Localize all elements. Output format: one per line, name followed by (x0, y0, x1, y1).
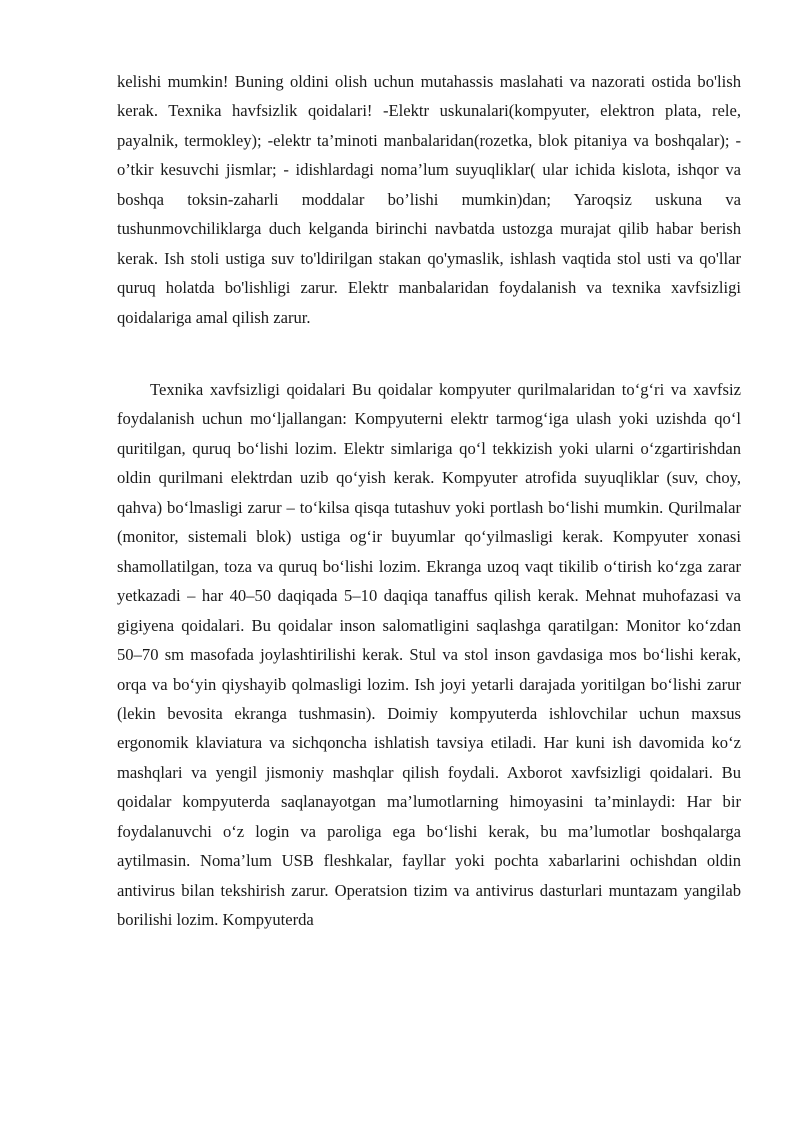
paragraph-technical-safety-rules: Texnika xavfsizligi qoidalari Bu qoidalar kompyuter qurilmalaridan to‘g‘ri va xavfsiz foydalanish uchun mo‘ljallangan: Kompyuterni elektr tarmog‘iga ulash yoki uzishda qo‘l quritilgan, quruq bo‘lishi lozim. Elektr simlariga qo‘l tekkizish yoki ularni o‘zgartirishdan oldin qurilmani elektrdan uzib qo‘yish kerak. Kompyuter atrofida suyuqliklar (suv, choy, qahva) bo‘lmasligi zarur – to‘kilsa qisqa tutashuv yoki portlash bo‘lishi mumkin. Qurilmalar (monitor, sistemali blok) ustiga og‘ir buyumlar qo‘yilmasligi kerak. Kompyuter xonasi shamollatilgan, toza va quruq bo‘lishi lozim. Ekranga uzoq vaqt tikilib o‘tirish ko‘zga zarar yetkazadi – har 40–50 daqiqada 5–10 daqiqa tanaffus qilish kerak. Mehnat muhofazasi va gigiyena qoidalari. Bu qoidalar inson salomatligini saqlashga qaratilgan: Monitor ko‘zdan 50–70 sm masofada joylashtirilishi kerak. Stul va stol inson gavdasiga mos bo‘lishi kerak, orqa va bo‘yin qiyshayib qolmasligi lozim. Ish joyi yetarli darajada yoritilgan bo‘lishi zarur (lekin bevosita ekranga tushmasin). Doimiy kompyuterda ishlovchilar uchun maxsus ergonomik klaviatura va sichqoncha ishlatish tavsiya etiladi. Har kuni ish davomida ko‘z mashqlari va yengil jismoniy mashqlar qilish foydali. Axborot xavfsizligi qoidalari. Bu qoidalar kompyuterda saqlanayotgan ma’lumotlarning himoyasini ta’minlaydi: Har bir foydalanuvchi o‘z login va paroliga ega bo‘lishi kerak, bu ma’lumotlar boshqalarga aytilmasin. Noma’lum USB fleshkalar, fayllar yoki pochta xabarlarini ochishdan oldin antivirus bilan tekshirish zarur. Operatsion tizim va antivirus dasturlari muntazam yangilab borilishi lozim. Kompyuterda (117, 380, 741, 930)
paragraph-safety-continuation: kelishi mumkin! Buning oldini olish uchun mutahassis maslahati va nazorati ostida bo'lish kerak. Texnika havfsizlik qoidalari! -Elektr uskunalari(kompyuter, elektron plata, rele, payalnik, termokley); -elektr ta’minoti manbalaridan(rozetka, blok pitaniya va boshqalar); - o’tkir kesuvchi jismlar; - idishlardagi noma’lum suyuqliklar( ular ichida kislota, ishqor va boshqa toksin-zaharli moddalar bo’lishi mumkin)dan; Yaroqsiz uskuna va tushunmovchiliklarga duch kelganda birinchi navbatda ustozga murajat qilib habar berish kerak. Ish stoli ustiga suv to'ldirilgan stakan qo'ymaslik, ishlash vaqtida stol usti va qo'llar quruq holatda bo'lishligi zarur. Elektr manbalaridan foydalanish va texnika xavfsizligi qoidalariga amal qilish zarur. (117, 72, 741, 327)
